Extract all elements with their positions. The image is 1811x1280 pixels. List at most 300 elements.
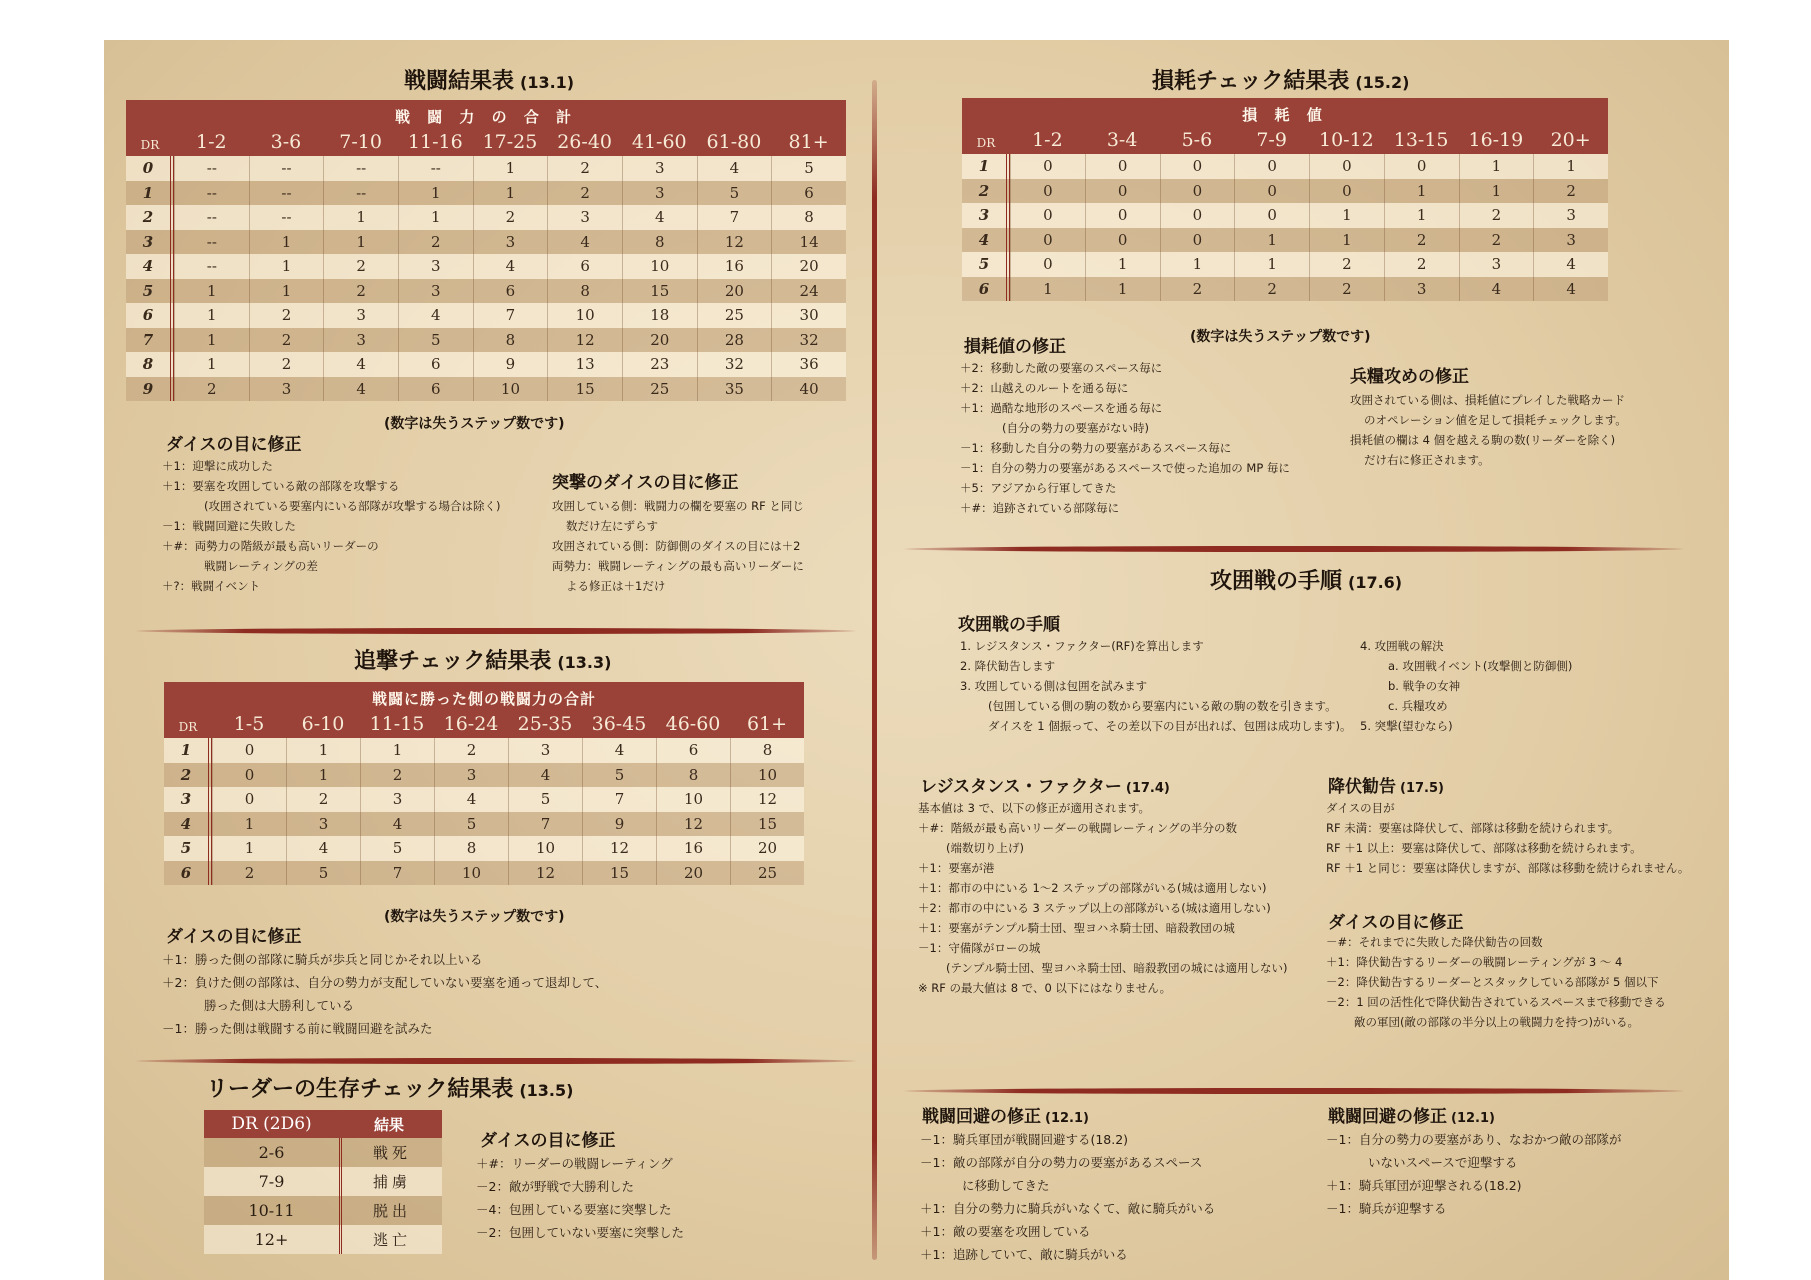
table-cell: 2 <box>1160 277 1235 302</box>
table-cell: 10 <box>730 763 804 788</box>
list-item: RF 未満：要塞は降伏して、部隊は移動を続けられます。 <box>1326 821 1620 835</box>
table-cell: 1 <box>1459 154 1534 179</box>
table-cell: 3 <box>547 205 622 230</box>
table-row <box>164 812 804 837</box>
table-cell: 2 <box>434 738 508 763</box>
table-cell: 2 <box>174 377 249 402</box>
table-cell: 2 <box>473 205 548 230</box>
row-dr: 2 <box>126 205 174 230</box>
table-cell: 24 <box>771 279 846 304</box>
table-cell: 0 <box>1085 179 1160 204</box>
list-item: －1：自分の勢力の要塞があるスペースで使った追加の MP 毎に <box>960 461 1290 475</box>
title-text: 攻囲戦の手順 <box>1210 569 1343 594</box>
column-header: 11-16 <box>407 131 463 153</box>
column-header: 61+ <box>746 713 788 735</box>
column-header: 1-2 <box>196 131 227 153</box>
header-dr: DR (2D6) <box>231 1114 312 1134</box>
table-cell: 3 <box>473 230 548 255</box>
table-cell: 10 <box>434 861 508 886</box>
table-cell: 2 <box>1384 228 1459 253</box>
table-cell: 35 <box>697 377 772 402</box>
row-dr: 3 <box>164 787 212 812</box>
table-cell: 1 <box>398 181 473 206</box>
table-cell: 8 <box>434 836 508 861</box>
column-header: 61-80 <box>706 131 762 153</box>
column-header: 7-9 <box>1256 129 1287 151</box>
table-cell: 10 <box>473 377 548 402</box>
table-cell: 3 <box>398 254 473 279</box>
table-cell: -- <box>323 181 398 206</box>
table-cell: 4 <box>582 738 656 763</box>
table-cell: 1 <box>1234 252 1309 277</box>
table-cell: 0 <box>1234 154 1309 179</box>
table-cell: 1 <box>473 156 548 181</box>
table-cell: 9 <box>473 352 548 377</box>
table-cell: 3 <box>1384 277 1459 302</box>
table-cell: 25 <box>697 303 772 328</box>
table-cell: 4 <box>286 836 360 861</box>
table-cell: 3 <box>1533 228 1608 253</box>
table-cell: 0 <box>212 738 286 763</box>
pursuit-dice-mod-list <box>162 948 607 1040</box>
title-ref: (13.5) <box>519 1081 574 1100</box>
title-ref: (13.1) <box>520 73 575 92</box>
siege-starve-mod-list <box>1350 390 1627 470</box>
table-cell: 12 <box>508 861 582 886</box>
column-header: 81+ <box>788 131 829 153</box>
list-item: －1：勝った側は戦闘する前に戦闘回避を試みた <box>162 1021 433 1036</box>
table-cell: 6 <box>771 181 846 206</box>
column-header: 5-6 <box>1181 129 1213 151</box>
table-row <box>126 377 846 402</box>
table-cell: 4 <box>1533 277 1608 302</box>
title-ref: (17.5) <box>1400 781 1444 796</box>
leader-table-title <box>206 1072 573 1103</box>
table-cell: 2 <box>249 352 324 377</box>
list-item: b. 戦争の女神 <box>1388 679 1461 693</box>
row-dr: 6 <box>962 277 1010 302</box>
table-row <box>962 154 1608 179</box>
table-row <box>164 738 804 763</box>
table-cell: 20 <box>730 836 804 861</box>
column-header: 46-60 <box>665 713 721 735</box>
list-item: ダイスの目が <box>1326 801 1395 815</box>
table-cell: 8 <box>547 279 622 304</box>
title-ref: (17.6) <box>1348 573 1403 592</box>
table-cell: 3 <box>286 812 360 837</box>
combat-dice-mod-title: ダイスの目に修正 <box>166 435 302 455</box>
table-row <box>962 252 1608 277</box>
header-dr: DR <box>140 138 160 152</box>
table-row <box>962 228 1608 253</box>
row-dr: 2-6 <box>204 1138 342 1167</box>
row-dr: 7 <box>126 328 174 353</box>
table-cell: 1 <box>1309 203 1384 228</box>
column-header: 6-10 <box>301 713 345 735</box>
divider-stroke <box>136 628 856 634</box>
table-cell: 2 <box>547 156 622 181</box>
attrition-mod-list <box>960 358 1290 518</box>
table-cell: 5 <box>398 328 473 353</box>
column-header: 25-35 <box>517 713 573 735</box>
table-row <box>164 763 804 788</box>
table-cell: 1 <box>249 279 324 304</box>
table-body <box>164 738 804 885</box>
table-cell: 6 <box>473 279 548 304</box>
attrition-table-note: (数字は失うステップ数です) <box>1190 329 1371 345</box>
list-item: ＋1：自分の勢力に騎兵がいなくて、敵に騎兵がいる <box>920 1201 1216 1216</box>
table-header <box>164 682 804 738</box>
title-text: 降伏勧告 <box>1328 777 1396 797</box>
table-cell: 20 <box>771 254 846 279</box>
list-item: 攻囲している側：戦闘力の欄を要塞の RF と同じ <box>552 499 804 513</box>
table-cell: 0 <box>1234 179 1309 204</box>
table-row <box>204 1225 442 1254</box>
row-dr: 3 <box>126 230 174 255</box>
table-cell: 6 <box>398 377 473 402</box>
table-cell: 0 <box>1010 228 1085 253</box>
title-ref: (17.4) <box>1125 781 1170 796</box>
table-cell: -- <box>174 156 249 181</box>
surrender-title <box>1328 772 1444 797</box>
table-cell: 1 <box>1160 252 1235 277</box>
row-dr: 7-9 <box>204 1167 342 1196</box>
column-header: 3-6 <box>270 131 302 153</box>
list-item: 2. 降伏勧告します <box>960 659 1056 673</box>
table-cell: 10 <box>508 836 582 861</box>
table-cell: 20 <box>697 279 772 304</box>
title-text: リーダーの生存チェック結果表 <box>206 1077 514 1102</box>
table-body <box>126 156 846 401</box>
table-row <box>126 205 846 230</box>
table-cell: 15 <box>547 377 622 402</box>
table-cell: 12 <box>582 836 656 861</box>
table-cell: 0 <box>212 787 286 812</box>
table-row <box>962 277 1608 302</box>
pursuit-table-title <box>354 644 611 675</box>
table-cell: 1 <box>212 836 286 861</box>
pursuit-dice-mod-title: ダイスの目に修正 <box>166 927 302 947</box>
list-item: ＋1：要塞を攻囲している敵の部隊を攻撃する <box>162 479 400 493</box>
table-row <box>164 787 804 812</box>
table-row <box>126 352 846 377</box>
siege-starve-mod-title: 兵糧攻めの修正 <box>1350 367 1469 387</box>
list-item: 両勢力：戦闘レーティングの最も高いリーダーに <box>552 559 804 573</box>
table-cell: 1 <box>398 205 473 230</box>
table-cell: 1 <box>1533 154 1608 179</box>
table-cell: 3 <box>1533 203 1608 228</box>
list-item: ＋1：迎撃に成功した <box>162 459 273 473</box>
row-dr: 12+ <box>204 1225 342 1254</box>
title-text: 損耗チェック結果表 <box>1152 69 1350 94</box>
list-item: ＋1：要塞が港 <box>918 861 995 875</box>
row-dr: 9 <box>126 377 174 402</box>
list-item: －1：守備隊がローの城 <box>918 941 1041 955</box>
table-cell: 1 <box>323 230 398 255</box>
header-dr: DR <box>976 136 996 150</box>
list-item: RF ＋1 と同じ：要塞は降伏しますが、部隊は移動を続けられません。 <box>1326 861 1690 875</box>
table-cell: 5 <box>508 787 582 812</box>
table-cell: 0 <box>1309 179 1384 204</box>
column-group-header: 戦闘に勝った側の戦闘力の合計 <box>371 690 596 708</box>
surrender-mod-list <box>1326 798 1689 878</box>
table-cell: 0 <box>1160 228 1235 253</box>
table-cell: 2 <box>360 763 434 788</box>
table-header <box>962 98 1608 154</box>
divider-stroke <box>904 546 1684 552</box>
table-cell: 2 <box>249 303 324 328</box>
table-cell: 5 <box>434 812 508 837</box>
table-row <box>126 230 846 255</box>
table-cell: 5 <box>360 836 434 861</box>
table-cell: 1 <box>1384 203 1459 228</box>
table-cell: 4 <box>1533 252 1608 277</box>
table-cell: 8 <box>622 230 697 255</box>
rf-mod-list <box>918 798 1287 998</box>
siege-steps-left <box>960 636 1352 736</box>
list-item: 攻囲されている側：防御側のダイスの目には＋2 <box>552 539 801 553</box>
column-header: 26-40 <box>557 131 612 153</box>
list-item: 3. 攻囲している側は包囲を試みます <box>960 679 1148 693</box>
column-header: 7-10 <box>339 131 382 153</box>
leader-dice-mod-list <box>476 1152 684 1244</box>
list-item: (自分の勢力の要塞がない時) <box>1002 421 1149 435</box>
table-cell: 10 <box>622 254 697 279</box>
table-cell: 1 <box>1010 277 1085 302</box>
table-cell: 4 <box>473 254 548 279</box>
combat-dice-mod-list <box>162 456 500 596</box>
title-text: 戦闘結果表 <box>404 69 515 94</box>
table-cell: 2 <box>1309 252 1384 277</box>
avoid-battle-mod-list-2 <box>1326 1128 1621 1220</box>
table-cell: 7 <box>582 787 656 812</box>
table-cell: -- <box>249 205 324 230</box>
list-item: 勝った側は大勝利している <box>204 998 355 1013</box>
list-item: (包囲している側の駒の数から要塞内にいる敵の駒の数を引きます。 <box>988 699 1337 713</box>
list-item: －2：包囲していない要塞に突撃した <box>476 1225 684 1240</box>
row-dr: 6 <box>164 861 212 886</box>
rules-sheet <box>104 40 1729 1280</box>
table-cell: 1 <box>249 254 324 279</box>
table-row <box>204 1167 442 1196</box>
list-item: だけ右に修正されます。 <box>1364 453 1490 467</box>
table-cell: 0 <box>1010 154 1085 179</box>
list-item: ＋1：都市の中にいる 1～2 ステップの部隊がいる(城は適用しない) <box>918 881 1267 895</box>
table-cell: 0 <box>1384 154 1459 179</box>
title-text: 戦闘回避の修正 <box>922 1107 1041 1127</box>
table-cell: 0 <box>1010 252 1085 277</box>
table-cell: 2 <box>323 254 398 279</box>
table-cell: 16 <box>697 254 772 279</box>
list-item: 敵の軍団(敵の部隊の半分以上の戦闘力を持つ)がいる。 <box>1354 1015 1639 1029</box>
list-item: 4. 攻囲戦の解決 <box>1360 639 1444 653</box>
table-cell: -- <box>174 254 249 279</box>
avoid-battle-title-2 <box>1328 1102 1495 1127</box>
list-item: －1：騎兵が迎撃する <box>1326 1201 1447 1216</box>
column-header-row <box>126 128 846 156</box>
table-cell: 5 <box>697 181 772 206</box>
list-item: －4：包囲している要塞に突撃した <box>476 1202 672 1217</box>
table-cell: 40 <box>771 377 846 402</box>
table-cell: 3 <box>434 763 508 788</box>
table-cell: 7 <box>697 205 772 230</box>
table-cell: 20 <box>622 328 697 353</box>
list-item: ＋2：移動した敵の要塞のスペース毎に <box>960 361 1163 375</box>
table-cell: 0 <box>1085 154 1160 179</box>
table-cell: 2 <box>1309 277 1384 302</box>
table-cell: 8 <box>473 328 548 353</box>
table-cell: 3 <box>622 156 697 181</box>
list-item: ＋?：戦闘イベント <box>162 579 261 593</box>
column-header: 10-12 <box>1318 129 1374 151</box>
list-item: ＋2：山越えのルートを通る毎に <box>960 381 1129 395</box>
row-dr: 5 <box>962 252 1010 277</box>
table-cell: 4 <box>547 230 622 255</box>
table-cell: 1 <box>174 352 249 377</box>
list-item: よる修正は＋1だけ <box>566 579 666 593</box>
table-cell: 8 <box>771 205 846 230</box>
list-item: ＋1：降伏勧告するリーダーの戦闘レーティングが 3 ～ 4 <box>1326 955 1623 969</box>
row-dr: 5 <box>126 279 174 304</box>
table-row <box>126 328 846 353</box>
row-dr: 6 <box>126 303 174 328</box>
table-cell: 36 <box>771 352 846 377</box>
column-header: 36-45 <box>591 713 647 735</box>
table-cell: 7 <box>360 861 434 886</box>
table-cell: 1 <box>323 205 398 230</box>
list-item: ＋#：リーダーの戦闘レーティング <box>476 1156 673 1171</box>
list-item: に移動してきた <box>962 1178 1050 1193</box>
table-cell: 12 <box>697 230 772 255</box>
avoid-battle-mod-list-1 <box>920 1128 1215 1266</box>
row-dr: 3 <box>962 203 1010 228</box>
column-header: 16-19 <box>1468 129 1524 151</box>
table-cell: 4 <box>697 156 772 181</box>
list-item: ＋1：追跡していて、敵に騎兵がいる <box>920 1247 1128 1262</box>
table-cell: 25 <box>622 377 697 402</box>
row-dr: 2 <box>962 179 1010 204</box>
table-cell: 0 <box>1010 203 1085 228</box>
table-cell: 0 <box>1309 154 1384 179</box>
table-cell: 1 <box>473 181 548 206</box>
list-item: ＋1：敵の要塞を攻囲している <box>920 1224 1091 1239</box>
list-item: －1：敵の部隊が自分の勢力の要塞があるスペース <box>920 1155 1203 1170</box>
table-cell: 15 <box>582 861 656 886</box>
table-cell: 2 <box>212 861 286 886</box>
table-cell: 28 <box>697 328 772 353</box>
column-header: 20+ <box>1550 129 1591 151</box>
column-header: 3-4 <box>1106 129 1138 151</box>
table-cell: 3 <box>323 328 398 353</box>
table-cell: -- <box>174 230 249 255</box>
title-ref: (13.3) <box>557 653 612 672</box>
title-text: 戦闘回避の修正 <box>1328 1107 1447 1127</box>
list-item: のオペレーション値を足して損耗チェックします。 <box>1364 413 1627 427</box>
table-cell: 1 <box>286 763 360 788</box>
column-header: 1-2 <box>1032 129 1063 151</box>
table-cell: 3 <box>508 738 582 763</box>
table-cell: 1 <box>360 738 434 763</box>
leader-survival-table <box>204 1110 442 1254</box>
row-result: 捕虜 <box>372 1173 411 1191</box>
list-item: ＋1：勝った側の部隊に騎兵が歩兵と同じかそれ以上いる <box>162 952 483 967</box>
row-result: 逃亡 <box>372 1231 411 1249</box>
table-cell: 2 <box>1234 277 1309 302</box>
table-row <box>962 179 1608 204</box>
row-dr: 4 <box>164 812 212 837</box>
table-cell: 12 <box>656 812 730 837</box>
table-cell: -- <box>174 205 249 230</box>
row-dr: 1 <box>126 181 174 206</box>
list-item: －2：降伏勧告するリーダーとスタックしている部隊が 5 個以下 <box>1326 975 1659 989</box>
row-result: 脱出 <box>372 1202 411 1220</box>
list-item: ＋5：アジアから行軍してきた <box>960 481 1117 495</box>
list-item: いないスペースで迎撃する <box>1368 1155 1518 1170</box>
table-header <box>204 1110 442 1138</box>
row-dr: 4 <box>962 228 1010 253</box>
table-cell: 0 <box>212 763 286 788</box>
title-text: 追撃チェック結果表 <box>354 649 552 674</box>
siege-procedure-subtitle: 攻囲戦の手順 <box>958 615 1060 635</box>
table-cell: 2 <box>1384 252 1459 277</box>
column-header: 11-15 <box>369 713 425 735</box>
attrition-mod-title: 損耗値の修正 <box>964 337 1066 357</box>
table-cell: -- <box>174 181 249 206</box>
table-cell: -- <box>323 156 398 181</box>
table-cell: 25 <box>730 861 804 886</box>
table-cell: 0 <box>1085 203 1160 228</box>
list-item: 5. 突撃(望むなら) <box>1360 719 1453 733</box>
table-cell: 0 <box>1160 179 1235 204</box>
table-row <box>204 1196 442 1225</box>
list-item: c. 兵糧攻め <box>1388 699 1448 713</box>
column-header: 41-60 <box>631 131 687 153</box>
table-cell: 1 <box>212 812 286 837</box>
list-item: －2：1 回の活性化で降伏勧告されているスペースまで移動できる <box>1326 995 1666 1009</box>
table-cell: 23 <box>622 352 697 377</box>
column-header-row <box>164 710 804 738</box>
divider-stroke <box>904 1088 1684 1094</box>
list-item: 基本値は 3 で、以下の修正が適用されます。 <box>918 801 1150 815</box>
table-cell: 4 <box>360 812 434 837</box>
table-cell: 4 <box>1459 277 1534 302</box>
table-cell: 32 <box>697 352 772 377</box>
table-cell: 1 <box>249 230 324 255</box>
list-item: ＋2：都市の中にいる 3 ステップ以上の部隊がいる(城は適用しない) <box>918 901 1271 915</box>
row-dr: 2 <box>164 763 212 788</box>
list-item: (テンプル騎士団、聖ヨハネ騎士団、暗殺教団の城には適用しない) <box>946 961 1288 975</box>
table-body <box>962 154 1608 301</box>
pursuit-table-note: (数字は失うステップ数です) <box>384 909 565 925</box>
title-ref: (12.1) <box>1045 1111 1089 1126</box>
table-cell: 0 <box>1234 203 1309 228</box>
table-cell: 4 <box>622 205 697 230</box>
table-cell: 14 <box>771 230 846 255</box>
table-cell: 2 <box>323 279 398 304</box>
table-row <box>126 303 846 328</box>
table-cell: 4 <box>508 763 582 788</box>
table-cell: 0 <box>1160 203 1235 228</box>
table-row <box>126 156 846 181</box>
table-cell: 1 <box>1085 252 1160 277</box>
table-cell: 32 <box>771 328 846 353</box>
table-row <box>962 203 1608 228</box>
pursuit-results-table <box>164 682 804 885</box>
table-cell: 16 <box>656 836 730 861</box>
table-row <box>164 861 804 886</box>
table-cell: 3 <box>398 279 473 304</box>
table-cell: 3 <box>360 787 434 812</box>
